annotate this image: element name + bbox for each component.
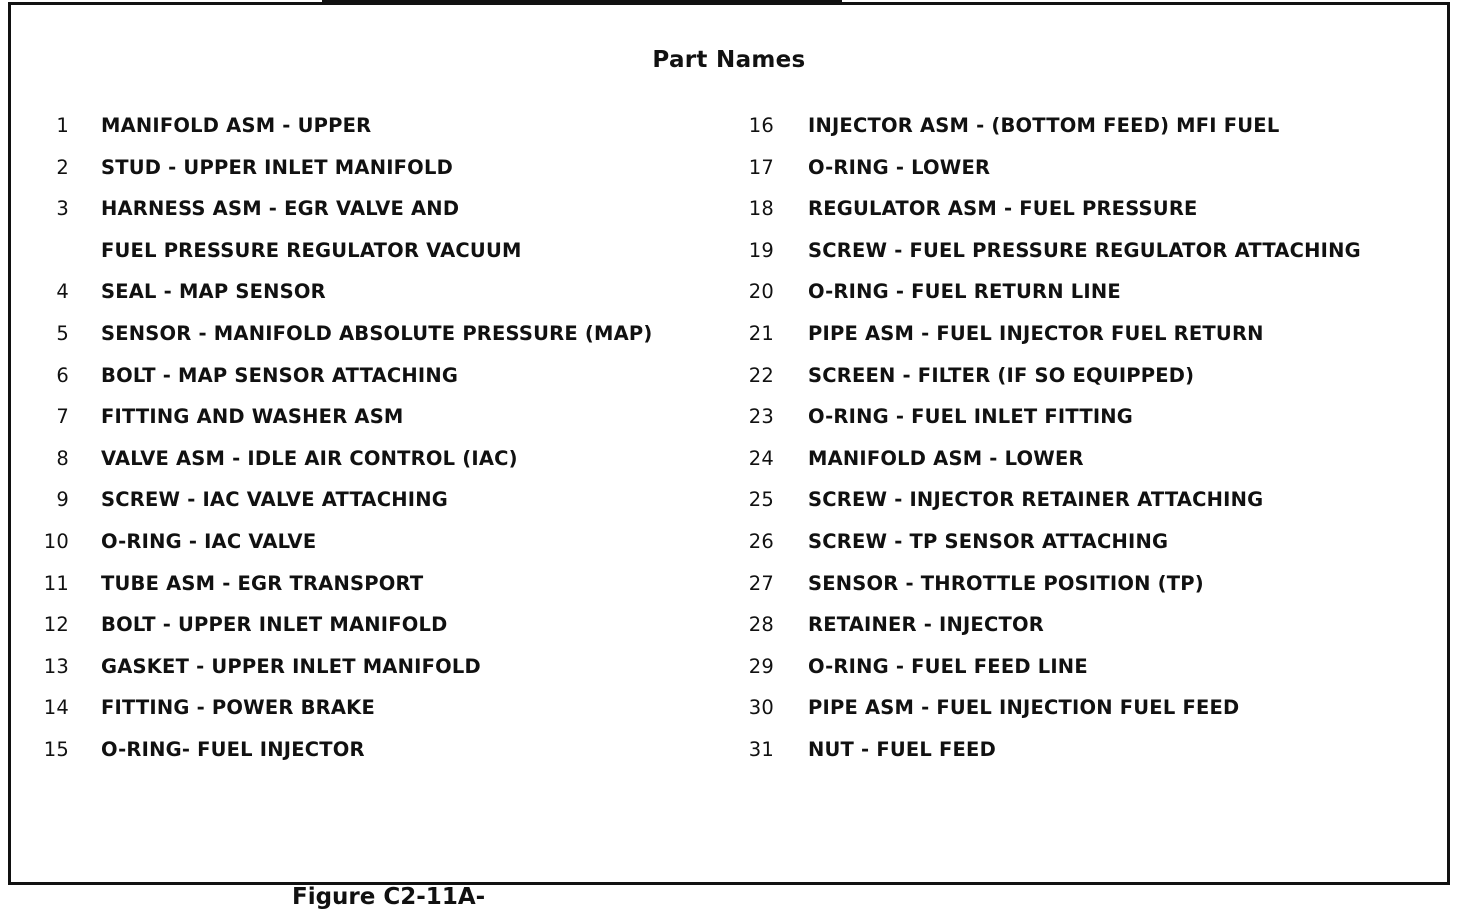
part-name: SENSOR - MANIFOLD ABSOLUTE PRESSURE (MAP) <box>101 321 653 345</box>
part-number: 17 <box>748 155 774 179</box>
part-name: O-RING - FUEL INLET FITTING <box>808 405 1134 429</box>
part-name: FUEL PRESSURE REGULATOR VACUUM <box>101 238 522 262</box>
part-number: 18 <box>748 197 774 221</box>
part-number: 9 <box>56 488 69 512</box>
part-number: 22 <box>748 363 774 387</box>
part-name: NUT - FUEL FEED <box>808 737 996 761</box>
part-number: 12 <box>43 613 69 637</box>
part-name: GASKET - UPPER INLET MANIFOLD <box>101 654 481 678</box>
part-number: 31 <box>748 737 774 761</box>
part-number: 24 <box>748 446 774 470</box>
part-name: SENSOR - THROTTLE POSITION (TP) <box>808 571 1204 595</box>
part-name: PIPE ASM - FUEL INJECTION FUEL FEED <box>808 696 1240 720</box>
part-number: 2 <box>56 155 69 179</box>
part-number: 16 <box>748 114 774 137</box>
part-name: RETAINER - INJECTOR <box>808 613 1044 637</box>
part-number: 21 <box>748 321 774 345</box>
part-number: 10 <box>43 529 69 553</box>
part-number: 11 <box>43 571 69 595</box>
part-name: O-RING - FUEL FEED LINE <box>808 654 1088 678</box>
part-number: 26 <box>748 529 774 553</box>
part-name: MANIFOLD ASM - LOWER <box>808 446 1084 470</box>
part-number: 28 <box>748 613 774 637</box>
part-name: BOLT - UPPER INLET MANIFOLD <box>101 613 448 637</box>
part-name: SCREW - FUEL PRESSURE REGULATOR ATTACHING <box>808 238 1361 262</box>
part-name: SCREEN - FILTER (IF SO EQUIPPED) <box>808 363 1195 387</box>
part-name: SEAL - MAP SENSOR <box>101 280 326 304</box>
part-number: 3 <box>56 197 69 221</box>
part-number: 19 <box>748 238 774 262</box>
part-name: TUBE ASM - EGR TRANSPORT <box>101 571 424 595</box>
part-name: VALVE ASM - IDLE AIR CONTROL (IAC) <box>101 446 518 470</box>
figure-caption: Figure C2-11A- <box>292 884 486 910</box>
part-number: 15 <box>43 737 69 761</box>
part-name: BOLT - MAP SENSOR ATTACHING <box>101 363 459 387</box>
part-name: O-RING - FUEL RETURN LINE <box>808 280 1121 304</box>
part-number: 8 <box>56 446 69 470</box>
part-name: PIPE ASM - FUEL INJECTOR FUEL RETURN <box>808 321 1264 345</box>
part-name: INJECTOR ASM - (BOTTOM FEED) MFI FUEL <box>808 114 1280 137</box>
part-number: 4 <box>56 280 69 304</box>
part-name: O-RING - LOWER <box>808 155 991 179</box>
part-name: SCREW - INJECTOR RETAINER ATTACHING <box>808 488 1264 512</box>
part-number: 27 <box>748 571 774 595</box>
part-number: 30 <box>748 696 774 720</box>
page-title: Part Names <box>652 47 806 73</box>
part-name: STUD - UPPER INLET MANIFOLD <box>101 155 453 179</box>
part-number: 25 <box>748 488 774 512</box>
part-name: SCREW - TP SENSOR ATTACHING <box>808 529 1169 553</box>
part-name: HARNESS ASM - EGR VALVE AND <box>101 197 460 221</box>
part-number: 23 <box>748 405 774 429</box>
part-name: O-RING- FUEL INJECTOR <box>101 737 365 761</box>
part-name: SCREW - IAC VALVE ATTACHING <box>101 488 448 512</box>
part-number: 6 <box>56 363 69 387</box>
part-number: 13 <box>43 654 69 678</box>
part-number: 20 <box>748 280 774 304</box>
part-name: MANIFOLD ASM - UPPER <box>101 114 372 137</box>
part-name: FITTING - POWER BRAKE <box>101 696 375 720</box>
part-number: 1 <box>56 114 69 137</box>
part-number: 29 <box>748 654 774 678</box>
parts-legend-frame <box>8 2 1450 885</box>
part-number: 14 <box>43 696 69 720</box>
part-name: REGULATOR ASM - FUEL PRESSURE <box>808 197 1198 221</box>
part-name: FITTING AND WASHER ASM <box>101 405 404 429</box>
part-name: O-RING - IAC VALVE <box>101 529 317 553</box>
part-number: 5 <box>56 321 69 345</box>
part-number: 7 <box>56 405 69 429</box>
